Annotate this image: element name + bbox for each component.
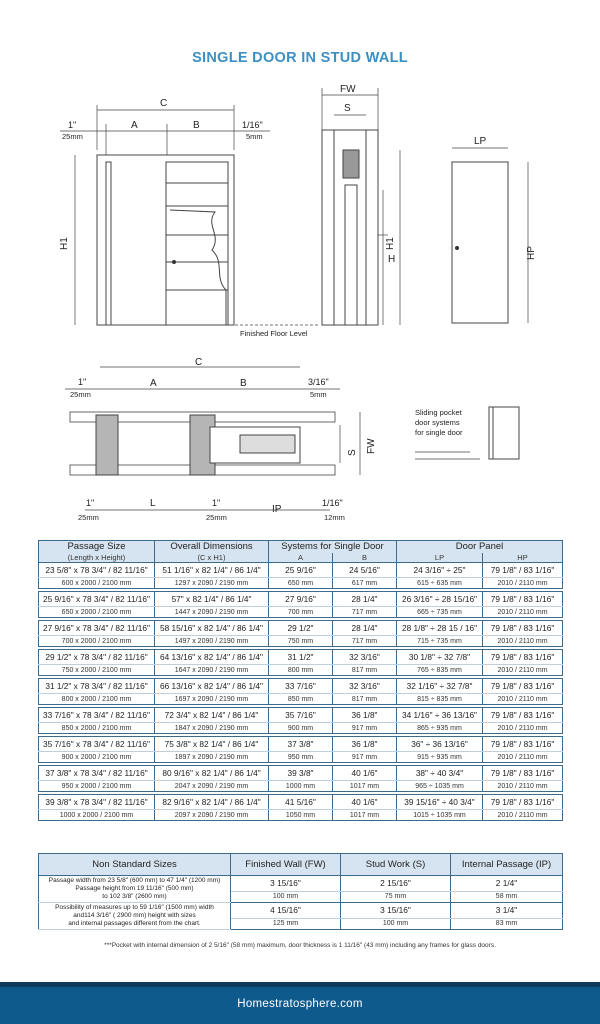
cell-lp: 32 1/16" ÷ 32 7/8" bbox=[397, 679, 483, 694]
ns-header-s: Stud Work (S) bbox=[341, 854, 451, 876]
cell-p: 27 9/16" x 78 3/4" / 82 11/16" bbox=[39, 621, 155, 636]
cell-o: 75 3/8" x 82 1/4" / 86 1/4" bbox=[155, 737, 269, 752]
cell-am: 750 mm bbox=[269, 636, 333, 647]
cell-b: 40 1/6" bbox=[333, 766, 397, 781]
cell-o: 82 9/16" x 82 1/4" / 86 1/4" bbox=[155, 795, 269, 810]
cell-lpm: 865 ÷ 935 mm bbox=[397, 723, 483, 734]
cell-pm: 600 x 2000 / 2100 mm bbox=[39, 578, 155, 589]
plan-bl-in: 1" bbox=[86, 498, 95, 508]
cell-a: 35 7/16" bbox=[269, 708, 333, 723]
cell-hp: 79 1/8" / 83 1/16" bbox=[483, 737, 563, 752]
cell-hpm: 2010 / 2110 mm bbox=[483, 607, 563, 618]
cell-bm: 1017 mm bbox=[333, 781, 397, 792]
fw-label: FW bbox=[340, 84, 356, 95]
cell-pm: 650 x 2000 / 2100 mm bbox=[39, 607, 155, 618]
cell-o: 57" x 82 1/4" / 86 1/4" bbox=[155, 592, 269, 607]
cell-bm: 917 mm bbox=[333, 752, 397, 763]
cell-hpm: 2010 / 2110 mm bbox=[483, 665, 563, 676]
cell-bm: 1017 mm bbox=[333, 810, 397, 821]
cell-om: 1497 x 2090 / 2190 mm bbox=[155, 636, 269, 647]
cell-am: 900 mm bbox=[269, 723, 333, 734]
cell-bm: 817 mm bbox=[333, 694, 397, 705]
plan-fw-label: FW bbox=[366, 438, 377, 454]
table-row bbox=[39, 708, 563, 723]
cell-lp: 30 1/8" ÷ 32 7/8" bbox=[397, 650, 483, 665]
nonstandard-table bbox=[38, 853, 563, 930]
ns-ip-2-mm: 83 mm bbox=[451, 918, 563, 929]
cell-am: 800 mm bbox=[269, 665, 333, 676]
table-row-metric bbox=[39, 665, 563, 676]
s-label: S bbox=[344, 103, 351, 114]
door-handle-icon bbox=[172, 260, 176, 264]
cell-p: 23 5/8" x 78 3/4" / 82 11/16" bbox=[39, 563, 155, 578]
cell-bm: 817 mm bbox=[333, 665, 397, 676]
cell-b: 40 1/6" bbox=[333, 795, 397, 810]
plan-drawing bbox=[0, 355, 600, 535]
ns-fw-2-mm: 125 mm bbox=[231, 918, 341, 929]
cell-b: 24 5/16" bbox=[333, 563, 397, 578]
plan-left-mm: 25mm bbox=[70, 390, 91, 399]
lp-label: LP bbox=[474, 136, 487, 147]
cell-pm: 900 x 2000 / 2100 mm bbox=[39, 752, 155, 763]
ns-note-a: Passage width from 23 5/8" (600 mm) to 47 1/4" (1200 mm) Passage height from 19 11/16" (500 mm) to 102 3/8" (2600 mm) bbox=[39, 876, 231, 903]
cell-om: 1447 x 2090 / 2190 mm bbox=[155, 607, 269, 618]
h1-label: H1 bbox=[59, 237, 70, 250]
legend-line1: Sliding pocket bbox=[415, 408, 462, 417]
cell-lpm: 815 ÷ 835 mm bbox=[397, 694, 483, 705]
cell-bm: 717 mm bbox=[333, 636, 397, 647]
cell-o: 51 1/16" x 82 1/4" / 86 1/4" bbox=[155, 563, 269, 578]
plan-bl-mm: 25mm bbox=[78, 513, 99, 522]
cell-a: 33 7/16" bbox=[269, 679, 333, 694]
cell-a: 27 9/16" bbox=[269, 592, 333, 607]
right-margin-mm: 5mm bbox=[246, 132, 263, 141]
table-row-metric bbox=[39, 781, 563, 792]
h1-section-label: H1 bbox=[385, 237, 396, 250]
table-row-metric bbox=[39, 810, 563, 821]
cell-lpm: 765 ÷ 835 mm bbox=[397, 665, 483, 676]
ns-fw-1-mm: 100 mm bbox=[231, 891, 341, 902]
cell-lpm: 1015 ÷ 1035 mm bbox=[397, 810, 483, 821]
table-row-metric bbox=[39, 607, 563, 618]
systems-header: Systems for Single Door bbox=[269, 541, 397, 554]
ns-ip-1: 2 1/4" bbox=[451, 876, 563, 892]
cell-p: 25 9/16" x 78 3/4" / 82 11/16" bbox=[39, 592, 155, 607]
cell-hp: 79 1/8" / 83 1/16" bbox=[483, 621, 563, 636]
cell-o: 64 13/16" x 82 1/4" / 86 1/4" bbox=[155, 650, 269, 665]
sizes-table bbox=[38, 540, 563, 821]
cell-lp: 24 3/16" ÷ 25" bbox=[397, 563, 483, 578]
right-margin-in: 1/16" bbox=[242, 120, 263, 130]
cell-o: 80 9/16" x 82 1/4" / 86 1/4" bbox=[155, 766, 269, 781]
cell-am: 650 mm bbox=[269, 578, 333, 589]
plan-s-label: S bbox=[347, 449, 358, 456]
cell-p: 33 7/16" x 78 3/4" / 82 11/16" bbox=[39, 708, 155, 723]
table-row bbox=[39, 621, 563, 636]
cell-p: 35 7/16" x 78 3/4" / 82 11/16" bbox=[39, 737, 155, 752]
legend-line3: for single door bbox=[415, 428, 463, 437]
cell-hpm: 2010 / 2110 mm bbox=[483, 636, 563, 647]
ns-ip-2: 3 1/4" bbox=[451, 903, 563, 919]
plan-right-in: 3/16" bbox=[308, 377, 329, 387]
plan-mid-mm: 25mm bbox=[206, 513, 227, 522]
cell-pm: 700 x 2000 / 2100 mm bbox=[39, 636, 155, 647]
ns-header-sizes: Non Standard Sizes bbox=[39, 854, 231, 876]
cell-b: 28 1/4" bbox=[333, 592, 397, 607]
plan-ip-label: IP bbox=[272, 504, 282, 515]
lp-header: LP bbox=[397, 553, 483, 563]
passage-header: Passage Size (Length x Height) bbox=[39, 541, 155, 563]
cell-om: 1297 x 2090 / 2190 mm bbox=[155, 578, 269, 589]
plan-mid-in: 1" bbox=[212, 498, 221, 508]
cell-hpm: 2010 / 2110 mm bbox=[483, 578, 563, 589]
cell-a: 37 3/8" bbox=[269, 737, 333, 752]
cell-pm: 750 x 2000 / 2100 mm bbox=[39, 665, 155, 676]
cell-am: 1000 mm bbox=[269, 781, 333, 792]
cell-hpm: 2010 / 2110 mm bbox=[483, 723, 563, 734]
cell-p: 31 1/2" x 78 3/4" / 82 11/16" bbox=[39, 679, 155, 694]
cell-b: 28 1/4" bbox=[333, 621, 397, 636]
cell-lp: 26 3/16" ÷ 28 15/16" bbox=[397, 592, 483, 607]
cell-a: 29 1/2" bbox=[269, 621, 333, 636]
hp-header: HP bbox=[483, 553, 563, 563]
cell-b: 36 1/8" bbox=[333, 708, 397, 723]
cell-b: 32 3/16" bbox=[333, 679, 397, 694]
floor-level-label: Finished Floor Level bbox=[240, 329, 308, 338]
cell-hp: 79 1/8" / 83 1/16" bbox=[483, 650, 563, 665]
cell-lp: 36" ÷ 36 13/16" bbox=[397, 737, 483, 752]
table-row-metric bbox=[39, 694, 563, 705]
ns-fw-1: 3 15/16" bbox=[231, 876, 341, 892]
table-row bbox=[39, 737, 563, 752]
cell-a: 39 3/8" bbox=[269, 766, 333, 781]
cell-lpm: 715 ÷ 735 mm bbox=[397, 636, 483, 647]
cell-bm: 617 mm bbox=[333, 578, 397, 589]
ns-s-1-mm: 75 mm bbox=[341, 891, 451, 902]
cell-pm: 1000 x 2000 / 2100 mm bbox=[39, 810, 155, 821]
site-link[interactable]: Homestratosphere.com bbox=[237, 998, 363, 1010]
hp-label: HP bbox=[526, 246, 537, 260]
cell-om: 1647 x 2090 / 2190 mm bbox=[155, 665, 269, 676]
cell-hpm: 2010 / 2110 mm bbox=[483, 781, 563, 792]
b-header: B bbox=[333, 553, 397, 563]
cell-lp: 38" ÷ 40 3/4" bbox=[397, 766, 483, 781]
plan-a-label: A bbox=[150, 378, 157, 389]
plan-br-in: 1/16" bbox=[322, 498, 343, 508]
cell-om: 2097 x 2090 / 2190 mm bbox=[155, 810, 269, 821]
table-row bbox=[39, 795, 563, 810]
cell-p: 29 1/2" x 78 3/4" / 82 11/16" bbox=[39, 650, 155, 665]
a-header: A bbox=[269, 553, 333, 563]
legend-line2: door systems bbox=[415, 418, 460, 427]
plan-right-mm: 5mm bbox=[310, 390, 327, 399]
cell-am: 700 mm bbox=[269, 607, 333, 618]
cell-hp: 79 1/8" / 83 1/16" bbox=[483, 795, 563, 810]
cell-lp: 39 15/16" ÷ 40 3/4" bbox=[397, 795, 483, 810]
cell-o: 72 3/4" x 82 1/4" / 86 1/4" bbox=[155, 708, 269, 723]
cell-pm: 950 x 2000 / 2100 mm bbox=[39, 781, 155, 792]
table-row-metric bbox=[39, 723, 563, 734]
cell-hp: 79 1/8" / 83 1/16" bbox=[483, 766, 563, 781]
ns-header-ip: Internal Passage (IP) bbox=[451, 854, 563, 876]
cell-p: 39 3/8" x 78 3/4" / 82 11/16" bbox=[39, 795, 155, 810]
ns-s-1: 2 15/16" bbox=[341, 876, 451, 892]
table-row-metric bbox=[39, 636, 563, 647]
plan-b-label: B bbox=[240, 378, 247, 389]
footnote: ***Pocket with internal dimension of 2 5/16" (58 mm) maximum, door thickness is 1 11/16" (43 mm) including any frames for glass doors. bbox=[104, 942, 496, 949]
panel-header: Door Panel bbox=[397, 541, 563, 554]
cell-hp: 79 1/8" / 83 1/16" bbox=[483, 708, 563, 723]
table-row bbox=[39, 592, 563, 607]
dim-a-label: A bbox=[131, 120, 138, 131]
ns-s-2: 3 15/16" bbox=[341, 903, 451, 919]
cell-hpm: 2010 / 2110 mm bbox=[483, 694, 563, 705]
cell-hp: 79 1/8" / 83 1/16" bbox=[483, 563, 563, 578]
overall-header: Overall Dimensions (C x H1) bbox=[155, 541, 269, 563]
footer-bar bbox=[0, 982, 600, 1024]
dim-b-label: B bbox=[193, 120, 200, 131]
elevation-drawing bbox=[0, 0, 600, 360]
table-row bbox=[39, 679, 563, 694]
cell-am: 950 mm bbox=[269, 752, 333, 763]
plan-left-in: 1" bbox=[78, 377, 87, 387]
h-label: H bbox=[388, 254, 396, 265]
plan-l-label: L bbox=[150, 498, 156, 509]
cell-hp: 79 1/8" / 83 1/16" bbox=[483, 592, 563, 607]
cell-om: 1847 x 2090 / 2190 mm bbox=[155, 723, 269, 734]
ns-header-fw: Finished Wall (FW) bbox=[231, 854, 341, 876]
ns-s-2-mm: 100 mm bbox=[341, 918, 451, 929]
table-row-metric bbox=[39, 752, 563, 763]
cell-a: 25 9/16" bbox=[269, 563, 333, 578]
cell-am: 1050 mm bbox=[269, 810, 333, 821]
dim-c-label: C bbox=[160, 98, 168, 109]
table-row bbox=[39, 766, 563, 781]
table-row bbox=[39, 650, 563, 665]
cell-lp: 34 1/16" ÷ 36 13/16" bbox=[397, 708, 483, 723]
cell-p: 37 3/8" x 78 3/4" / 82 11/16" bbox=[39, 766, 155, 781]
cell-b: 32 3/16" bbox=[333, 650, 397, 665]
cell-hpm: 2010 / 2110 mm bbox=[483, 752, 563, 763]
ns-note-b: Possibility of measures up to 59 1/16" (1500 mm) width and114 3/16" ( 2900 mm) height with sizes and internal passages different from the chart. bbox=[39, 903, 231, 930]
plan-c-label: C bbox=[195, 357, 203, 368]
cell-o: 66 13/16" x 82 1/4" / 86 1/4" bbox=[155, 679, 269, 694]
cell-pm: 800 x 2000 / 2100 mm bbox=[39, 694, 155, 705]
cell-om: 1897 x 2090 / 2190 mm bbox=[155, 752, 269, 763]
cell-bm: 717 mm bbox=[333, 607, 397, 618]
cell-o: 58 15/16" x 82 1/4" / 86 1/4" bbox=[155, 621, 269, 636]
cell-a: 41 5/16" bbox=[269, 795, 333, 810]
left-margin-in: 1" bbox=[68, 120, 77, 130]
cell-hpm: 2010 / 2110 mm bbox=[483, 810, 563, 821]
cell-hp: 79 1/8" / 83 1/16" bbox=[483, 679, 563, 694]
cell-lpm: 915 ÷ 935 mm bbox=[397, 752, 483, 763]
ns-fw-2: 4 15/16" bbox=[231, 903, 341, 919]
page-title: SINGLE DOOR IN STUD WALL bbox=[192, 50, 408, 66]
cell-lpm: 615 ÷ 635 mm bbox=[397, 578, 483, 589]
cell-lpm: 665 ÷ 735 mm bbox=[397, 607, 483, 618]
cell-a: 31 1/2" bbox=[269, 650, 333, 665]
cell-om: 2047 x 2090 / 2190 mm bbox=[155, 781, 269, 792]
cell-lpm: 965 ÷ 1035 mm bbox=[397, 781, 483, 792]
table-row-metric bbox=[39, 578, 563, 589]
ns-ip-1-mm: 58 mm bbox=[451, 891, 563, 902]
cell-om: 1697 x 2090 / 2190 mm bbox=[155, 694, 269, 705]
cell-pm: 850 x 2000 / 2100 mm bbox=[39, 723, 155, 734]
cell-am: 850 mm bbox=[269, 694, 333, 705]
cell-bm: 917 mm bbox=[333, 723, 397, 734]
table-row bbox=[39, 563, 563, 578]
plan-br-mm: 12mm bbox=[324, 513, 345, 522]
cell-b: 36 1/8" bbox=[333, 737, 397, 752]
door-panel bbox=[452, 162, 508, 323]
cell-lp: 28 1/8" ÷ 28 15 / 16" bbox=[397, 621, 483, 636]
left-margin-mm: 25mm bbox=[62, 132, 83, 141]
